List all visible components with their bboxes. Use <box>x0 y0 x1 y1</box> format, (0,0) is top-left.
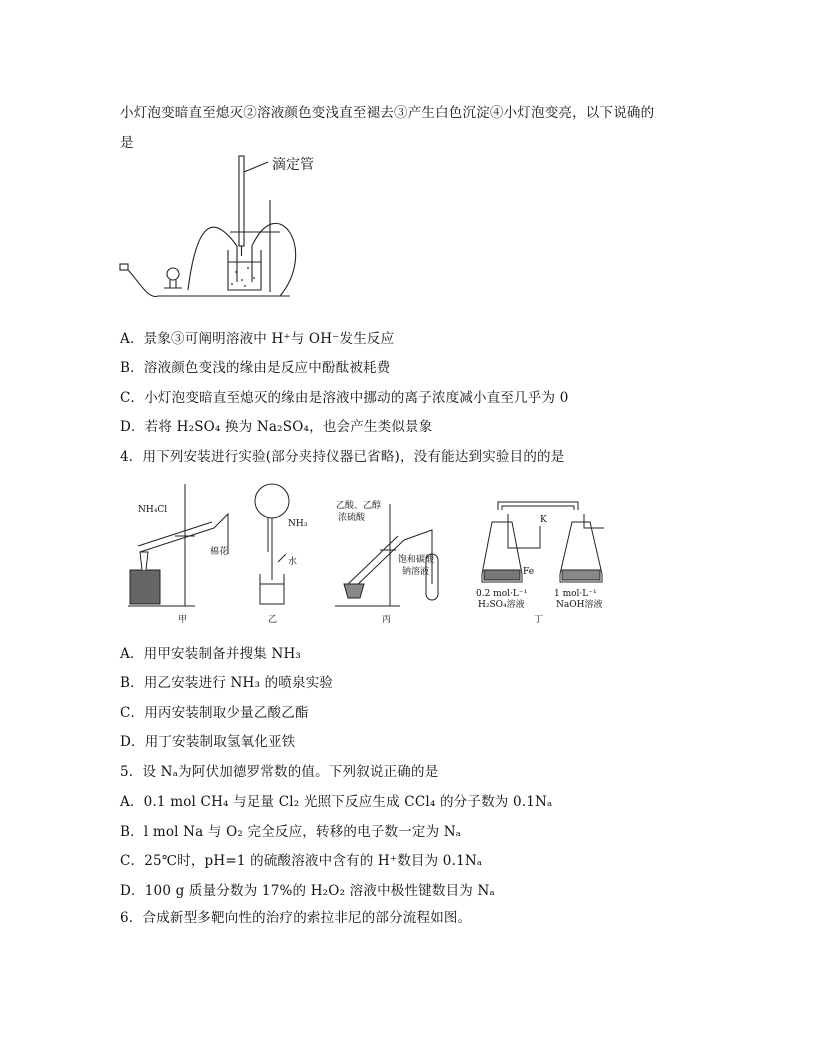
option-letter: C． <box>120 853 145 869</box>
option-letter: C． <box>120 390 145 406</box>
conductivity-apparatus-figure <box>118 150 308 310</box>
option-text: 景象③可阐明溶液中 H⁺与 OH⁻发生反应 <box>143 331 395 347</box>
option-letter: A． <box>120 331 144 347</box>
option-letter: D． <box>120 883 145 899</box>
option-letter: B． <box>120 675 144 691</box>
q5-option-a <box>120 790 552 810</box>
ding-k-label: K <box>540 515 547 525</box>
q3-option-a <box>120 327 394 347</box>
ding-name: 丁 <box>534 615 544 624</box>
option-text: 小灯泡变暗直至熄灭的缘由是溶液中挪动的离子浓度减小直至几乎为 0 <box>144 390 569 406</box>
option-text: l mol Na 与 O₂ 完全反应，转移的电子数一定为 Nₐ <box>143 824 462 840</box>
ding-fe-label: Fe <box>523 567 535 577</box>
option-letter: C． <box>120 705 145 721</box>
ding-right-label-2: NaOH溶液 <box>556 600 603 610</box>
option-text: 若将 H₂SO₄ 换为 Na₂SO₄，也会产生类似景象 <box>144 419 433 435</box>
option-text: 用甲安装制备并搜集 NH₃ <box>143 646 302 662</box>
option-letter: D． <box>120 734 145 750</box>
q3-option-c <box>120 386 569 406</box>
bing-reagent-label-2: 浓硫酸 <box>338 513 366 523</box>
q5-stem: 5．设 Nₐ为阿伏加德罗常数的值。下列叙说正确的是 <box>120 764 439 780</box>
option-letter: A． <box>120 794 144 810</box>
bing-name: 丙 <box>382 615 392 624</box>
bing-reagent-label-1: 乙酸、乙醇 <box>336 501 382 511</box>
q4-option-c <box>120 701 309 721</box>
q3-option-b <box>120 356 390 376</box>
q5-option-b <box>120 820 461 840</box>
jia-cotton-label: 棉花 <box>210 547 229 557</box>
option-text: 溶液颜色变浅的缘由是反应中酚酞被耗费 <box>143 360 391 376</box>
jia-reagent-label: NH₄Cl <box>138 505 168 515</box>
option-text: 用丙安装制取少量乙酸乙酯 <box>144 705 309 721</box>
bing-solution-label-2: 钠溶液 <box>402 567 430 577</box>
q4-apparatus-figure <box>120 474 610 624</box>
intro-line-1: 小灯泡变暗直至熄灭②溶液颜色变浅直至褪去③产生白色沉淀④小灯泡变亮，以下说确的 <box>120 105 655 121</box>
ding-left-label-1: 0.2 mol·L⁻¹ <box>476 589 528 599</box>
option-letter: B． <box>120 824 144 840</box>
yi-water-label: 水 <box>288 557 298 567</box>
option-text: 25℃时，pH=1 的硫酸溶液中含有的 H⁺数目为 0.1Nₐ <box>144 853 483 869</box>
q4-option-d <box>120 730 295 750</box>
option-text: 0.1 mol CH₄ 与足量 Cl₂ 光照下反应生成 CCl₄ 的分子数为 0.1Nₐ <box>143 794 553 810</box>
option-letter: A． <box>120 646 144 662</box>
intro-line-2: 是 <box>120 135 134 151</box>
jia-name: 甲 <box>178 615 188 624</box>
q5-option-d <box>120 879 495 899</box>
q5-option-c <box>120 849 482 869</box>
ding-right-label-1: 1 mol·L⁻¹ <box>554 589 597 599</box>
yi-name: 乙 <box>268 615 278 624</box>
option-letter: D． <box>120 419 145 435</box>
q6-stem: 6．合成新型多靶向性的治疗的索拉非尼的部分流程如图。 <box>120 910 472 926</box>
option-text: 用丁安装制取氢氧化亚铁 <box>144 734 296 750</box>
q4-option-b <box>120 671 333 691</box>
q4-option-a <box>120 642 301 662</box>
ding-left-label-2: H₂SO₄溶液 <box>478 600 525 610</box>
q4-stem: 4．用下列安装进行实验(部分夹持仪器已省略)，没有能达到实验目的的是 <box>120 449 565 465</box>
q3-option-d <box>120 415 432 435</box>
option-text: 用乙安装进行 NH₃ 的喷泉实验 <box>143 675 334 691</box>
burette-label: 滴定管 <box>272 157 314 173</box>
option-text: 100 g 质量分数为 17%的 H₂O₂ 溶液中极性键数目为 Nₐ <box>144 883 495 899</box>
bing-solution-label-1: 饱和碳酸 <box>398 555 435 565</box>
yi-gas-label: NH₃ <box>288 519 308 529</box>
option-letter: B． <box>120 360 144 376</box>
